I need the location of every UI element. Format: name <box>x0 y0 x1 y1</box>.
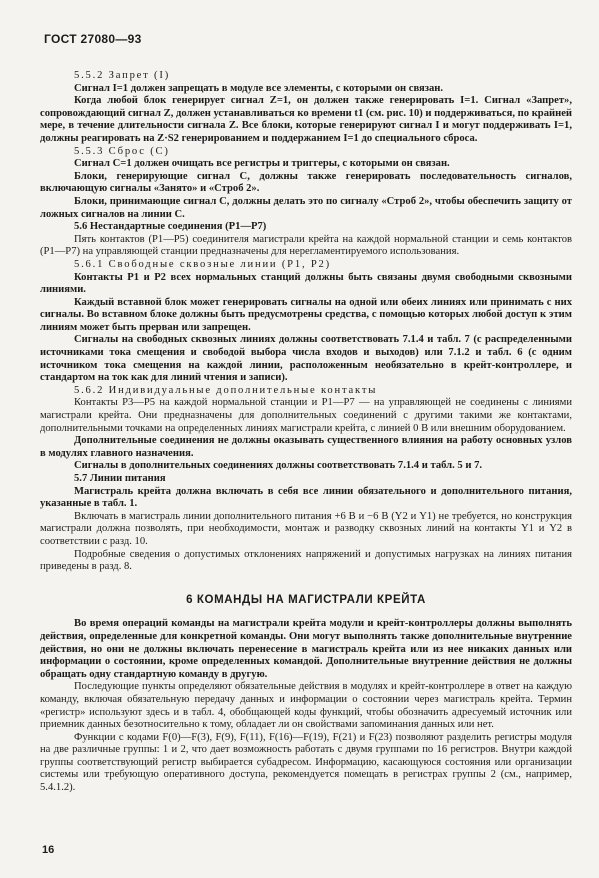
paragraph: 5.5.3 Сброс (С) <box>74 145 170 157</box>
paragraph: Во время операций команды на магистрали крейта модули и крейт-контроллеры должны выполнять действия, определенные для конкретной команды. Они могут выполнять также дополнительные внутренние действия, но они не должны включать перенесение в магистраль крейта или из нее никаких данных или информации о состоянии, кроме определенных командой. Дополнительные внутренние действия не должны обращать одну стандартную команду в другую. <box>40 618 572 680</box>
paragraph: Блоки, генерирующие сигнал С, должны также генерировать последовательность сигналов, включающую сигналы «Занято» и «Строб 2». <box>40 170 572 195</box>
paragraph: Пять контактов (Р1—Р5) соединителя магистрали крейта на каждой нормальной станции и семь контактов (Р1—Р7) на управляющей станции предназначены для нерегламентируемого использования. <box>40 233 572 258</box>
paragraph: Каждый вставной блок может генерировать сигналы на одной или обеих линиях или принимать с них сигналы. Во вставном блоке должны быть предусмотрены средства, с помощью которых любой доступ к этим линиям может быть прерван или запрещен. <box>40 296 572 333</box>
paragraph: Включать в магистраль линии дополнительного питания +6 В и −6 В (Y2 и Y1) не требуется, но конструкция магистрали должна позволять, при необходимости, монтаж и разводку сквозных линий на контакты Y1 и Y2 в соответствии с разд. 10. <box>40 510 572 547</box>
paragraph: Сигналы в дополнительных соединениях должны соответствовать 7.1.4 и табл. 5 и 7. <box>74 460 483 472</box>
paragraph: Магистраль крейта должна включать в себя все линии обязательного и дополнительного питания, указанные в табл. 1. <box>40 485 572 510</box>
paragraph: Когда любой блок генерирует сигнал Z=1, он должен также генерировать I=1. Сигнал «Запрет», сопровождающий сигнал Z, должен устанавливаться ко времени t1 (см. рис. 10) и поддерживаться, по крайней мере, в течение длительности сигнала Z. Все блоки, которые генерируют сигнал I и могут поддерживать I=1, должны реагировать на Z·S2 генерированием и поддержанием I=1 до специального сброса. <box>40 95 572 144</box>
paragraph: Сигналы на свободных сквозных линиях должны соответствовать 7.1.4 и табл. 7 (с распределенными источниками тока смещения и свободой выбора числа входов и выходов) или 7.1.2 и табл. 6 (с одним источником тока смещения на каждой линии, расположенным необязательно в крейт-контроллере, и стандартом на ток как для линий чтения и записи). <box>40 334 572 384</box>
paragraph: 5.6.2 Индивидуальные дополнительные контакты <box>74 384 378 396</box>
paragraph: 5.5.2 Запрет (I) <box>74 70 171 81</box>
page-number: 16 <box>42 844 55 856</box>
paragraph: Дополнительные соединения не должны оказывать существенного влияния на работу основных узлов в модулях главного назначения. <box>40 435 572 459</box>
paragraph: 5.6 Нестандартные соединения (Р1—Р7) <box>74 221 267 233</box>
paragraph: 5.7 Линии питания <box>74 473 166 484</box>
paragraph: 5.6.1 Свободные сквозные линии (Р1, Р2) <box>74 258 331 270</box>
paragraph: Подробные сведения о допустимых отклонениях напряжений и допустимых нагрузках на линиях питания приведены в разд. 8. <box>40 548 572 573</box>
section-title: 6 КОМАНДЫ НА МАГИСТРАЛИ КРЕЙТА <box>186 593 426 606</box>
page-header: ГОСТ 27080—93 <box>44 32 142 46</box>
paragraph: Контакты Р1 и Р2 всех нормальных станций должны быть связаны двумя свободными сквозными линиями. <box>40 271 572 296</box>
paragraph: Последующие пункты определяют обязательные действия в модулях и крейт-контроллере в ответ на каждую команду, включая обязательную передачу данных и информации о состоянии через магистраль крейта. Термин «регистр» используют здесь и в табл. 4, обобщающей коды функций, чтобы обозначить адресуемый источник или приемник данных безотносительно к тому, обладает ли он свойствами запоминания данных или нет. <box>40 681 572 731</box>
paragraph: Блоки, принимающие сигнал С, должны делать это по сигналу «Строб 2», чтобы обеспечить защиту от ложных сигналов на линии С. <box>40 195 572 220</box>
paragraph: Сигнал I=1 должен запрещать в модуле все элементы, с которыми он связан. <box>74 82 444 94</box>
paragraph: Функции с кодами F(0)—F(3), F(9), F(11), F(16)—F(19), F(21) и F(23) позволяют разделить регистры модуля на две различные группы: 1 и 2, что дает возможность работать с двумя группами по 16 регистров. Внутри каждой группы соответствующий регистр выбирается субадресом. Информацию, касающуюся состояния или организации системы или требующую оперативного доступа, рекомендуется помещать в регистрах группы 2 (см., например, 5.4.1.2). <box>40 731 572 794</box>
page-body <box>40 70 572 795</box>
paragraph: Сигнал С=1 должен очищать все регистры и триггеры, с которыми он связан. <box>74 158 450 170</box>
paragraph: Контакты Р3—Р5 на каждой нормальной станции и Р1—Р7 — на управляющей не соединены с линиями магистрали крейта. Они предназначены для дополнительных соединений с другими такими же контактами, дополнительными точками на определенных линиях магистрали крейта, с линией 0 В или внешним оборудованием. <box>40 397 572 434</box>
